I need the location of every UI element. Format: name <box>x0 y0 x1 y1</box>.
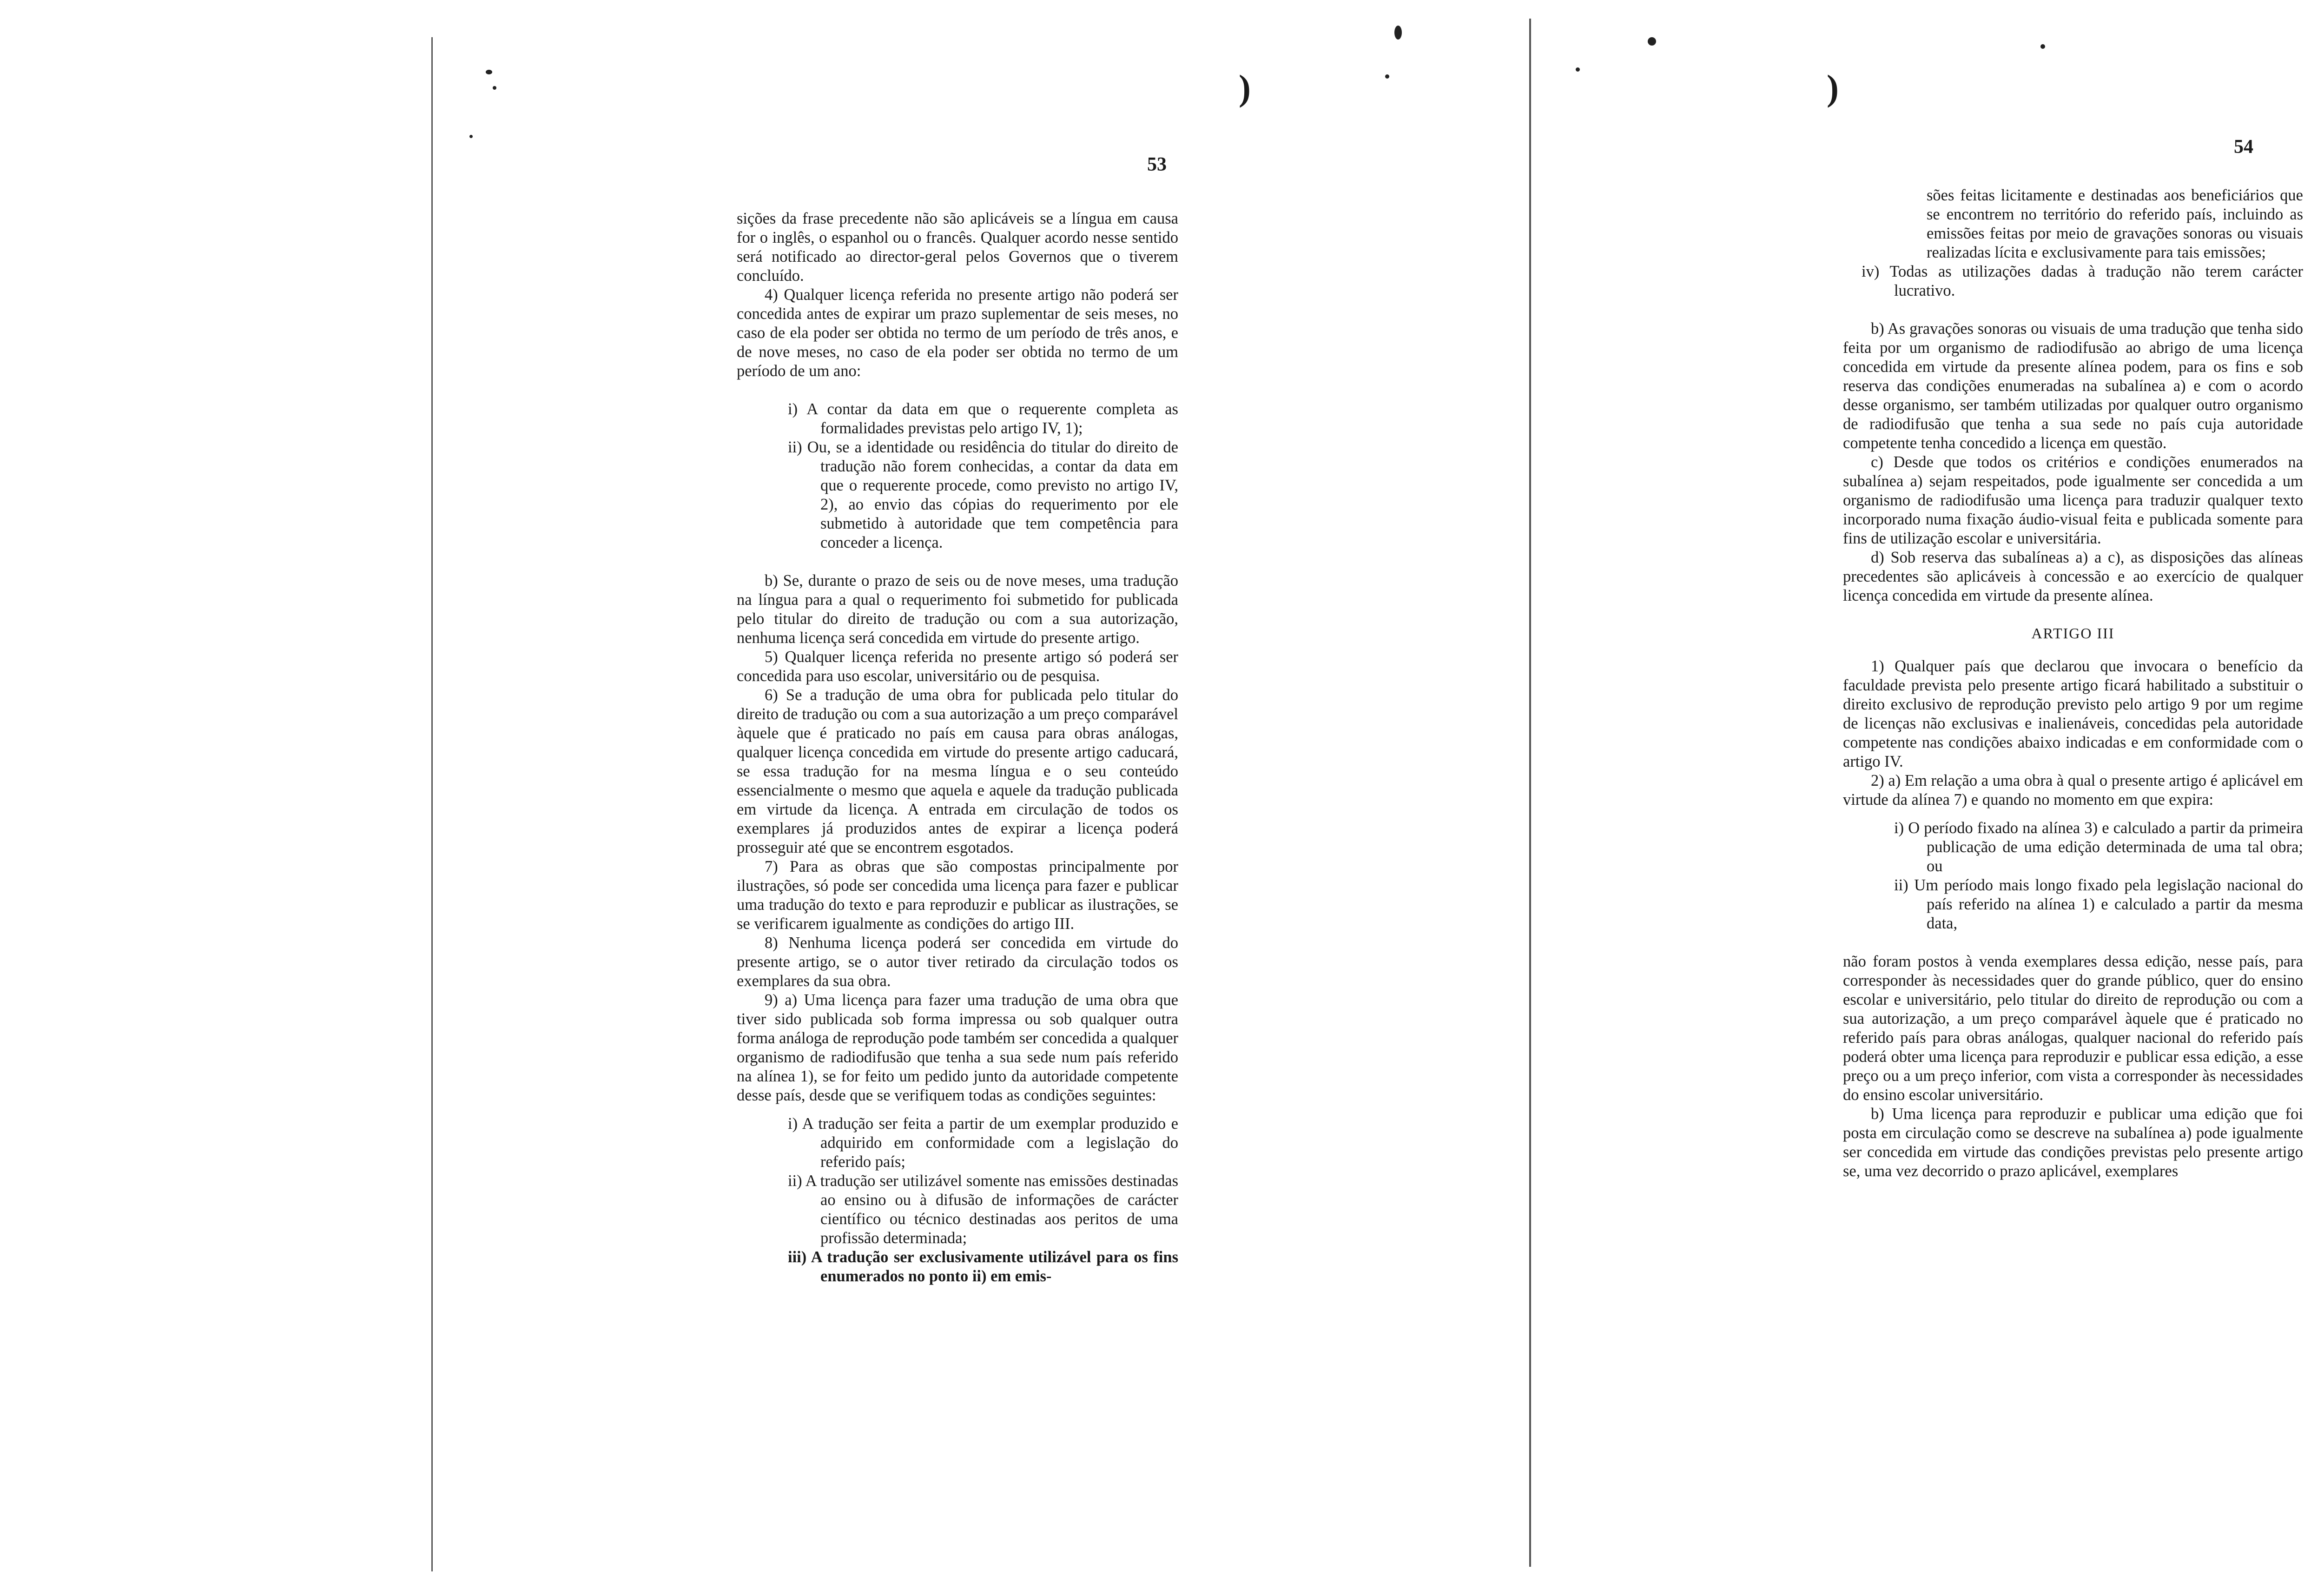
margin-bracket-mark: ) <box>1239 67 1251 108</box>
page-number-right: 54 <box>2234 136 2253 158</box>
sub-item: ii) Um período mais longo fixado pela legislação nacional do país referido na alínea 1) e calculado a partir da mesma data, <box>1894 876 2303 932</box>
scan-speck <box>1648 37 1656 46</box>
paragraph: c) Desde que todos os critérios e condições enumerados na subalínea a) sejam respeitados, pode igualmente ser concedida a um organismo de radiodifusão uma licença para traduzir qualquer texto incorporado numa fixação áudio-visual feita e publicada somente para fins de utilização escolar e universitária. <box>1843 453 2303 547</box>
sub-item: i) O período fixado na alínea 3) e calculado a partir da primeira publicação de uma edição determinada de uma tal obra; ou <box>1894 819 2303 875</box>
sub-item: ii) Ou, se a identidade ou residência do titular do direito de tradução não forem conhecidas, a contar da data em que o requerente procede, como previsto no artigo IV, 2), ao envio das cópias do requerimento por ele submetido à autoridade que tem competência para conceder a licença. <box>788 438 1178 551</box>
paragraph: d) Sob reserva das subalíneas a) a c), as disposições das alíneas precedentes são aplicáveis à concessão e ao exercício de qualquer licença concedida em virtude da presente alínea. <box>1843 549 2303 604</box>
scan-speck <box>1576 67 1580 72</box>
book-gutter-line <box>1529 19 1531 1567</box>
scan-speck <box>469 135 473 138</box>
paragraph: sições da frase precedente não são aplicáveis se a língua em causa for o inglês, o espanhol ou o francês. Qualquer acordo nesse sentido será notificado ao director-geral pelos Governos que o tiverem concluído. <box>737 210 1178 285</box>
sub-item: i) A tradução ser feita a partir de um exemplar produzido e adquirido em conformidade com a legislação do referido país; <box>788 1115 1178 1171</box>
sub-item: iii) A tradução ser exclusivamente utilizável para os fins enumerados no ponto ii) em emis- <box>788 1248 1178 1285</box>
paragraph: 7) Para as obras que são compostas principalmente por ilustrações, só pode ser concedida uma licença para fazer e publicar uma tradução do texto e para reproduzir e publicar as ilustrações, se se verificarem igualmente as condições do artigo III. <box>737 858 1178 933</box>
scan-speck <box>493 86 496 90</box>
section-heading: ARTIGO III <box>2031 625 2115 642</box>
paragraph: 2) a) Em relação a uma obra à qual o presente artigo é aplicável em virtude da alínea 7) e quando no momento em que expira: <box>1843 772 2303 808</box>
right-page-text <box>1843 186 2303 1181</box>
paragraph: b) As gravações sonoras ou visuais de uma tradução que tenha sido feita por um organismo de radiodifusão ao abrigo de uma licença concedida em virtude da presente alínea podem, para os fins e sob reserva das condições enumeradas na subalínea a) e com o acordo desse organismo, ser também utilizadas por qualquer outro organismo de radiodifusão que tenha a sua sede no país cuja autoridade competente tenha concedido a licença em questão. <box>1843 320 2303 452</box>
scan-speck <box>2040 44 2045 49</box>
page-number-left: 53 <box>1147 154 1167 175</box>
sub-item: iv) Todas as utilizações dadas à tradução não terem carácter lucrativo. <box>1862 263 2303 299</box>
paragraph: não foram postos à venda exemplares dessa edição, nesse país, para corresponder às necessidades quer do grande público, quer do ensino escolar e universitário, pelo titular do direito de reprodução ou com a sua autorização, a um preço comparável àquele que é praticado no referido país para obras análogas, qualquer nacional do referido país poderá obter uma licença para reproduzir e publicar essa edição, a esse preço ou a um preço inferior, com vista a corresponder às necessidades do ensino escolar universitário. <box>1843 953 2303 1104</box>
left-page-text <box>737 209 1178 1286</box>
scan-speck <box>486 70 492 74</box>
paragraph: b) Uma licença para reproduzir e publicar uma edição que foi posta em circulação como se descreve na subalínea a) pode igualmente ser concedida em virtude das condições previstas pelo presente artigo se, uma vez decorrido o prazo aplicável, exemplares <box>1843 1105 2303 1180</box>
scan-speck <box>1385 74 1389 79</box>
paragraph: 8) Nenhuma licença poderá ser concedida em virtude do presente artigo, se o autor tiver retirado da circulação todos os exemplares da sua obra. <box>737 934 1178 990</box>
paragraph: 1) Qualquer país que declarou que invocara o benefício da faculdade prevista pelo presente artigo ficará habilitado a substituir o direito exclusivo de reprodução previsto pelo artigo 9 por um regime de licenças não exclusivas e inalienáveis, concedidas pela autoridade competente nas condições abaixo indicadas e em conformidade com o artigo IV. <box>1843 657 2303 770</box>
margin-bracket-mark: ) <box>1827 67 1839 108</box>
paragraph: 6) Se a tradução de uma obra for publicada pelo titular do direito de tradução ou com a sua autorização a um preço comparável àquele que é praticado no país em causa para obras análogas, qualquer licença concedida em virtude do presente artigo caducará, se essa tradução for na mesma língua e o seu conteúdo essencialmente o mesmo que aquela e aquele da tradução publicada em virtude da licença. A entrada em circulação de todos os exemplares já produzidos antes de expirar a licença poderá prosseguir até que se encontrem esgotados. <box>737 686 1178 856</box>
paragraph: 9) a) Uma licença para fazer uma tradução de uma obra que tiver sido publicada sob forma impressa ou sob qualquer outra forma análoga de reprodução pode também ser concedida a qualquer organismo de radiodifusão que tenha a sua sede num país referido na alínea 1), se for feito um pedido junto da autoridade competente desse país, desde que se verifiquem todas as condições seguintes: <box>737 991 1178 1104</box>
paragraph: b) Se, durante o prazo de seis ou de nove meses, uma tradução na língua para a qual o requerimento foi submetido for publicada pelo titular do direito de tradução ou com a sua autorização, nenhuma licença será concedida em virtude do presente artigo. <box>737 572 1178 647</box>
paragraph: 4) Qualquer licença referida no presente artigo não poderá ser concedida antes de expirar um prazo suplementar de seis meses, no caso de ela poder ser obtida no termo de um período de três anos, e de nove meses, no caso de ela poder ser obtida no termo de um período de um ano: <box>737 286 1178 380</box>
sub-item: i) A contar da data em que o requerente completa as formalidades previstas pelo artigo IV, 1); <box>788 400 1178 437</box>
scan-speck <box>1394 26 1402 40</box>
scan-edge-line-left <box>431 37 433 1571</box>
sub-item: ii) A tradução ser utilizável somente nas emissões destinadas ao ensino ou à difusão de informações de carácter científico ou técnico destinadas aos peritos de uma profissão determinada; <box>788 1172 1178 1247</box>
sub-item-continuation: sões feitas licitamente e destinadas aos beneficiários que se encontrem no território do referido país, incluindo as emissões feitas por meio de gravações sonoras ou visuais realizadas lícita e exclusivamente para tais emissões; <box>1927 186 2303 261</box>
paragraph: 5) Qualquer licença referida no presente artigo só poderá ser concedida para uso escolar, universitário ou de pesquisa. <box>737 648 1178 685</box>
